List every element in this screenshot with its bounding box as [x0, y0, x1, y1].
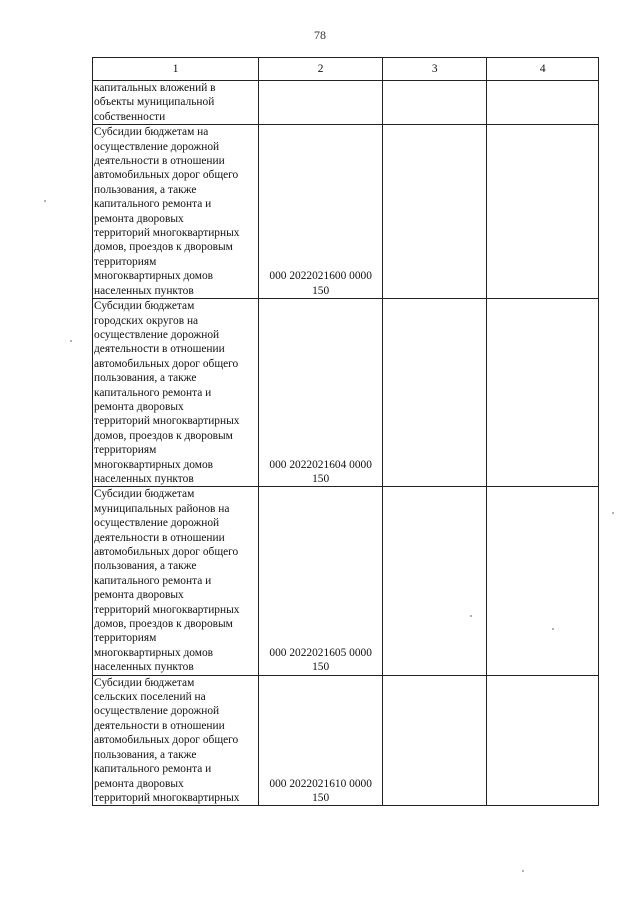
row-description: капитальных вложений в объекты муниципальной собственности — [93, 81, 259, 125]
row-col3 — [383, 299, 487, 487]
row-code: 000 2022021610 0000 150 — [259, 675, 383, 806]
header-col-4: 4 — [487, 58, 599, 81]
header-row — [93, 58, 599, 81]
row-col4 — [487, 81, 599, 125]
scan-speck — [522, 870, 524, 872]
budget-classification-table — [92, 57, 599, 806]
row-col3 — [383, 487, 487, 675]
row-col4 — [487, 487, 599, 675]
scan-speck — [470, 615, 472, 617]
row-code: 000 2022021604 0000 150 — [259, 299, 383, 487]
scan-speck — [70, 340, 72, 342]
row-description: Субсидии бюджетам городских округов на осуществление дорожной деятельности в отношении автомобильных дорог общего пользования, а также капитального ремонта и ремонта дворовых территорий многоквартирных домов, проездов к дворовым территориям многоквартирных домов населенных пунктов — [93, 299, 259, 487]
row-col3 — [383, 81, 487, 125]
row-description: Субсидии бюджетам на осуществление дорожной деятельности в отношении автомобильных дорог общего пользования, а также капитального ремонта и ремонта дворовых территорий многоквартирных домов, проездов к дворовым территориям многоквартирных домов населенных пунктов — [93, 125, 259, 299]
scan-speck — [612, 512, 614, 514]
row-description: Субсидии бюджетам сельских поселений на осуществление дорожной деятельности в отношении автомобильных дорог общего пользования, а также капитального ремонта и ремонта дворовых территорий многоквартирных — [93, 675, 259, 806]
row-code: 000 2022021605 0000 150 — [259, 487, 383, 675]
header-col-2: 2 — [259, 58, 383, 81]
scan-speck — [552, 628, 554, 630]
row-col3 — [383, 675, 487, 806]
header-col-1: 1 — [93, 58, 259, 81]
row-col4 — [487, 125, 599, 299]
row-code: 000 2022021600 0000 150 — [259, 125, 383, 299]
row-col3 — [383, 125, 487, 299]
row-code — [259, 81, 383, 125]
header-col-3: 3 — [383, 58, 487, 81]
table-row — [93, 675, 599, 806]
table-row — [93, 81, 599, 125]
table-row — [93, 487, 599, 675]
row-description: Субсидии бюджетам муниципальных районов на осуществление дорожной деятельности в отношении автомобильных дорог общего пользования, а также капитального ремонта и ремонта дворовых территорий многоквартирных домов, проездов к дворовым территориям многоквартирных домов населенных пунктов — [93, 487, 259, 675]
row-col4 — [487, 675, 599, 806]
scan-speck — [44, 200, 46, 202]
table-row — [93, 299, 599, 487]
page-number: 78 — [314, 28, 326, 42]
row-col4 — [487, 299, 599, 487]
table-row — [93, 125, 599, 299]
